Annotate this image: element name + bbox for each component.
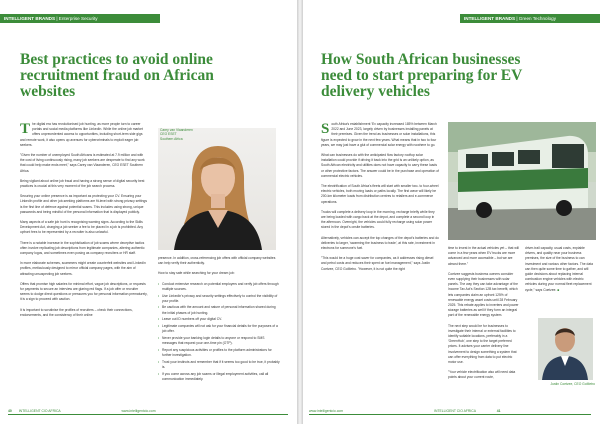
left-section-brand: INTELLIGENT BRANDS xyxy=(4,16,56,21)
left-paragraph: presence. In addition, cross-referencing job offers with official company websites can help verify their authenticity. xyxy=(158,256,276,266)
right-paragraph: Alternatively, vehicles can accept the top changes of the depot's batteries and do deliveries to larger, 'swarming the business to trade', at this rate, investment in electrons for someone's fuel. xyxy=(321,235,439,251)
right-footer-url[interactable]: www.intelligentcio.com xyxy=(309,409,344,413)
right-paragraph: outh Africa's establishment 'Ev capacity increased 185% between March 2022 and June 2023, largely driven by businesses installing panels at their premises. Given the trend as businesses or solar installations, this figure is expected to grow in the next few years. What means that in two to four years, we may just have a glut of commercial solar energy with nowhere to go. xyxy=(321,122,437,147)
left-section-name: | Enterprise Security xyxy=(56,16,98,21)
justin-coetzee-photo xyxy=(538,318,593,380)
right-section-name: | Green Technology xyxy=(516,16,556,21)
right-paragraph: The next step would be for businesses to investigate their internal or external facilities to identify suitable locations, preferably in a 'GreenHub', one step to the target preferred prices. It advises your carrier delivery line involvement to design something a system that can offer everything from data to put electric motor use. xyxy=(448,323,517,365)
right-article-column-3 xyxy=(525,246,595,298)
left-footer-url[interactable]: www.intelligentcio.com xyxy=(121,409,156,413)
electric-bus-photo xyxy=(448,122,596,240)
right-paragraph: "This would be a huge cost saver for companies, as it addresses rising diesel and petrol costs and reduces their spent on fuel management," says Justin Coetzee, CEO GoMetro. "However, it is not quite the right xyxy=(321,256,434,271)
left-article-column-1 xyxy=(20,122,148,323)
list-item: • Be cautious with the amount and nature of personal information shared during the initial phases of job hunting. xyxy=(158,305,280,315)
left-paragraph: There is a notable increase in the sophistication of job scams where deceptive tactics often involve replicating job descriptions from legitimate companies, altering authentic company logos, and sometimes even posing as company recruiters or HR staff. xyxy=(20,240,145,256)
right-section-brand: INTELLIGENT BRANDS xyxy=(464,16,516,21)
right-photo-caption: Justin Coetzee, CEO GoMetro xyxy=(550,382,595,386)
list-item: • Use LinkedIn's privacy and security settings effectively to control the visibility of your profile. xyxy=(158,294,280,304)
left-paragraph: It is important to scrutinise the profiles of recruiters – check their connections, endorsements, and the consistency of their online xyxy=(20,307,133,317)
list-item: • Conduct extensive research on potential employers and verify job offers through multiple sources. xyxy=(158,282,280,292)
left-dropcap: T xyxy=(20,121,31,137)
right-footer-magazine: INTELLIGENT CIO AFRICA xyxy=(434,409,476,413)
right-paragraph: Coetzee suggests business owners consider even supplying their businesses with solar panels. The way they can take advantage of the Income Tax Act's Section 12B tax benefit, which lets companies claim an upfront 125% of renewable energy asset costs until 28 February 2025. This rebate applies to inverters and power storage batteries as well if they form an integral part of the renewable energy system. xyxy=(448,271,519,318)
right-headline: How South African businesses need to start preparing for EV delivery vehicles xyxy=(321,51,523,100)
electric-bus-illustration xyxy=(448,122,596,240)
end-mark-icon: ■ xyxy=(557,287,560,292)
list-item: • Leave out ID numbers off your digital CV. xyxy=(158,317,280,322)
carey-van-vlaanderen-photo xyxy=(158,128,276,250)
left-paragraph: "Given the number of unemployed South Africans is estimated at 7.9 million and with the cost of living continuously rising, many job seekers are desperate to find any work that could help make ends meet," says Carey van Vlaanderen, CEO ESET Southern Africa. xyxy=(20,153,145,173)
left-section-bar xyxy=(0,14,160,23)
right-paragraph: time to invest in the actual vehicles yet – that will come in a few years when EV trucks are more advanced and more accessible – but we are almost there." xyxy=(448,246,519,266)
left-footer xyxy=(8,407,288,415)
left-paragraph: Many aspects of a safe job hunt is recognising warning signs. According to the Skills Development Act, charging a job seeker a fee to be placed in a job is prohibited. Any upfront fees to be represented by a recruiter is also unlawful. xyxy=(20,220,143,235)
woman-portrait-illustration xyxy=(158,128,276,250)
left-photo-caption: Carey van Vlaanderen CEO ESET Southern Africa xyxy=(160,128,193,141)
left-paragraph: Securing your online presence is as important as protecting your CV. Ensuring your LinkedIn profile and other job-seeking platforms are fit-level with strong privacy settings is the first line of defence against potential scams. This includes using strong, unique passwords and being mindful of the personal information that is displayed publicly. xyxy=(20,194,147,214)
list-item: • Report any suspicious activities or profiles to the platform administrators for further investigation. xyxy=(158,348,280,358)
right-footer xyxy=(309,407,591,415)
left-paragraph: In more elaborate schemes, scammers might create counterfeit websites and LinkedIn profiles, meticulously designed to mirror official company pages, with the aim of attracting unsuspecting job seekers. xyxy=(20,261,146,276)
list-item: • If you come across any job scams or illegal employment activities, call all communication immediately. xyxy=(158,372,280,382)
right-article-column-1 xyxy=(321,122,439,277)
left-headline: Best practices to avoid online recruitment fraud on African websites xyxy=(20,51,214,100)
left-paragraph: he digital era has revolutionised job hunting, as more people turn to career portals and social media platforms like LinkedIn. While the online job market offers unprecedented access to opportunities, including short-term side gigs and remote work, it also opens up avenues for cybercriminals to exploit eager job seekers. xyxy=(20,122,143,147)
right-page-number: 41 xyxy=(496,409,501,413)
list-item: • Legitimate companies will not ask for your financial details for the purposes of a job offer. xyxy=(158,324,280,334)
man-portrait-illustration xyxy=(538,318,593,380)
list-item: • Trust your instincts and remember that if it seems too good to be true, it probably is. xyxy=(158,360,280,370)
right-paragraph: The electrification of South Africa's fleets will start with smaller two- to four-wheel electric vehicles, both moving loads or paths locally. The first wave will likely be 200-km kilometer loads from distribution centres to retailers and e-commerce operations. xyxy=(321,184,439,204)
right-article-column-2 xyxy=(448,246,521,386)
right-section-bar xyxy=(460,14,600,23)
left-paragraph: Offers that promise high salaries for minimal effort, vague job descriptions, or requests for payments to secure an interview are glaring red flags. If a job offer or recruiter seems to dodge direct questions or pressures you for personal information prematurely, it is a sign to proceed with caution. xyxy=(20,281,148,302)
right-paragraph: driver-trail capacity, usual costs, expiable drivers, and quality near your business premises, the size of the business to can investment and various other factors. The data can then quite some time to gather, and will guide decisions about replacing internal combustion engine vehicles with electric vehicles during your normal fleet replacement cycle," says Coetzee. xyxy=(525,246,593,292)
list-item: • Never provide your banking login details to anyone or respond to SMS messages that request your one-time pin (OTP). xyxy=(158,336,280,346)
right-page xyxy=(303,0,600,424)
left-paragraph: Being vigilant about online job fraud and having a strong sense of digital security best practices is crucial at this very moment of the job search process. xyxy=(20,178,145,189)
right-paragraph: Trucks will complete a delivery loop in the morning, recharge briefly while they are being loaded with cargo back at the depot, and complete a second loop in the afternoon. Overnight, the vehicles could fully recharge using solar power stored in the depot's onsite batteries. xyxy=(321,209,435,230)
right-paragraph: "Your vehicle electrification also will need data points about your current route, xyxy=(448,370,516,380)
left-page xyxy=(0,0,297,424)
right-dropcap: S xyxy=(321,121,330,137)
left-page-number: 40 xyxy=(8,409,12,413)
left-article-column-2 xyxy=(158,256,280,384)
safety-tips-list xyxy=(158,282,280,382)
left-footer-magazine: INTELLIGENT CIO AFRICA xyxy=(18,409,61,413)
left-subheading: How to stay safe while searching for your dream job: xyxy=(158,271,235,276)
right-paragraph: What can businesses do with the anticipated flow factory rooftop solar installation could provide if driving it back into the grid is an unlikely option, as South African electricity and utilities does not have capacity to carry these loads or other protective factors. The answer could be in the purchase and operation of commercial electric vehicles. xyxy=(321,153,439,178)
